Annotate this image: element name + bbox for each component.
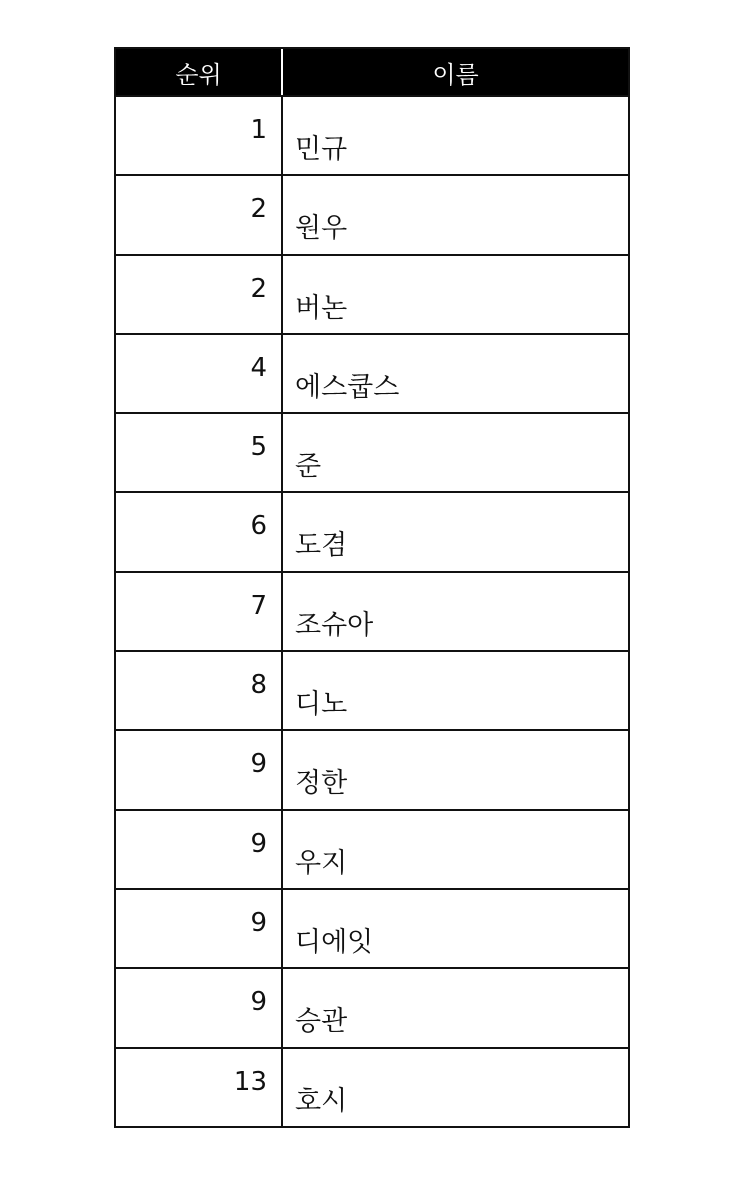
rank-cell: 9 xyxy=(116,890,283,967)
table-row xyxy=(116,809,628,888)
rank-cell: 6 xyxy=(116,493,283,570)
rank-cell: 1 xyxy=(116,97,283,174)
name-cell: 민규 xyxy=(295,134,348,165)
rank-cell: 13 xyxy=(116,1049,283,1126)
rank-cell: 9 xyxy=(116,731,283,808)
table-row xyxy=(116,412,628,491)
table-row xyxy=(116,333,628,412)
rank-cell: 4 xyxy=(116,335,283,412)
name-cell: 우지 xyxy=(295,847,348,879)
name-cell: 정한 xyxy=(295,768,348,800)
table-row xyxy=(116,729,628,808)
name-cell: 디에잇 xyxy=(295,926,374,958)
name-cell: 호시 xyxy=(295,1085,348,1117)
rank-cell: 9 xyxy=(116,969,283,1046)
name-cell: 버논 xyxy=(295,292,348,324)
rank-cell: 9 xyxy=(116,811,283,888)
rank-cell: 2 xyxy=(116,256,283,333)
name-cell: 조슈아 xyxy=(295,609,374,641)
name-cell: 디노 xyxy=(295,689,348,721)
table-row xyxy=(116,650,628,729)
table-row xyxy=(116,967,628,1046)
table-row xyxy=(116,95,628,174)
name-cell: 원우 xyxy=(295,213,348,245)
rank-cell: 8 xyxy=(116,652,283,729)
table-row xyxy=(116,254,628,333)
table-header xyxy=(116,49,628,95)
name-cell: 에스쿱스 xyxy=(295,371,400,403)
table-row xyxy=(116,1047,628,1126)
name-cell: 승관 xyxy=(295,1006,348,1038)
name-cell: 도겸 xyxy=(295,530,348,562)
table-row xyxy=(116,174,628,253)
header-name: 이름 xyxy=(432,60,479,89)
table-body xyxy=(116,95,628,1126)
table-row xyxy=(116,491,628,570)
header-rank: 순위 xyxy=(116,49,283,95)
rank-cell: 5 xyxy=(116,414,283,491)
rank-cell: 2 xyxy=(116,176,283,253)
rank-cell: 7 xyxy=(116,573,283,650)
table-row xyxy=(116,571,628,650)
table-row xyxy=(116,888,628,967)
name-cell: 준 xyxy=(295,451,322,483)
ranking-table xyxy=(114,47,630,1128)
